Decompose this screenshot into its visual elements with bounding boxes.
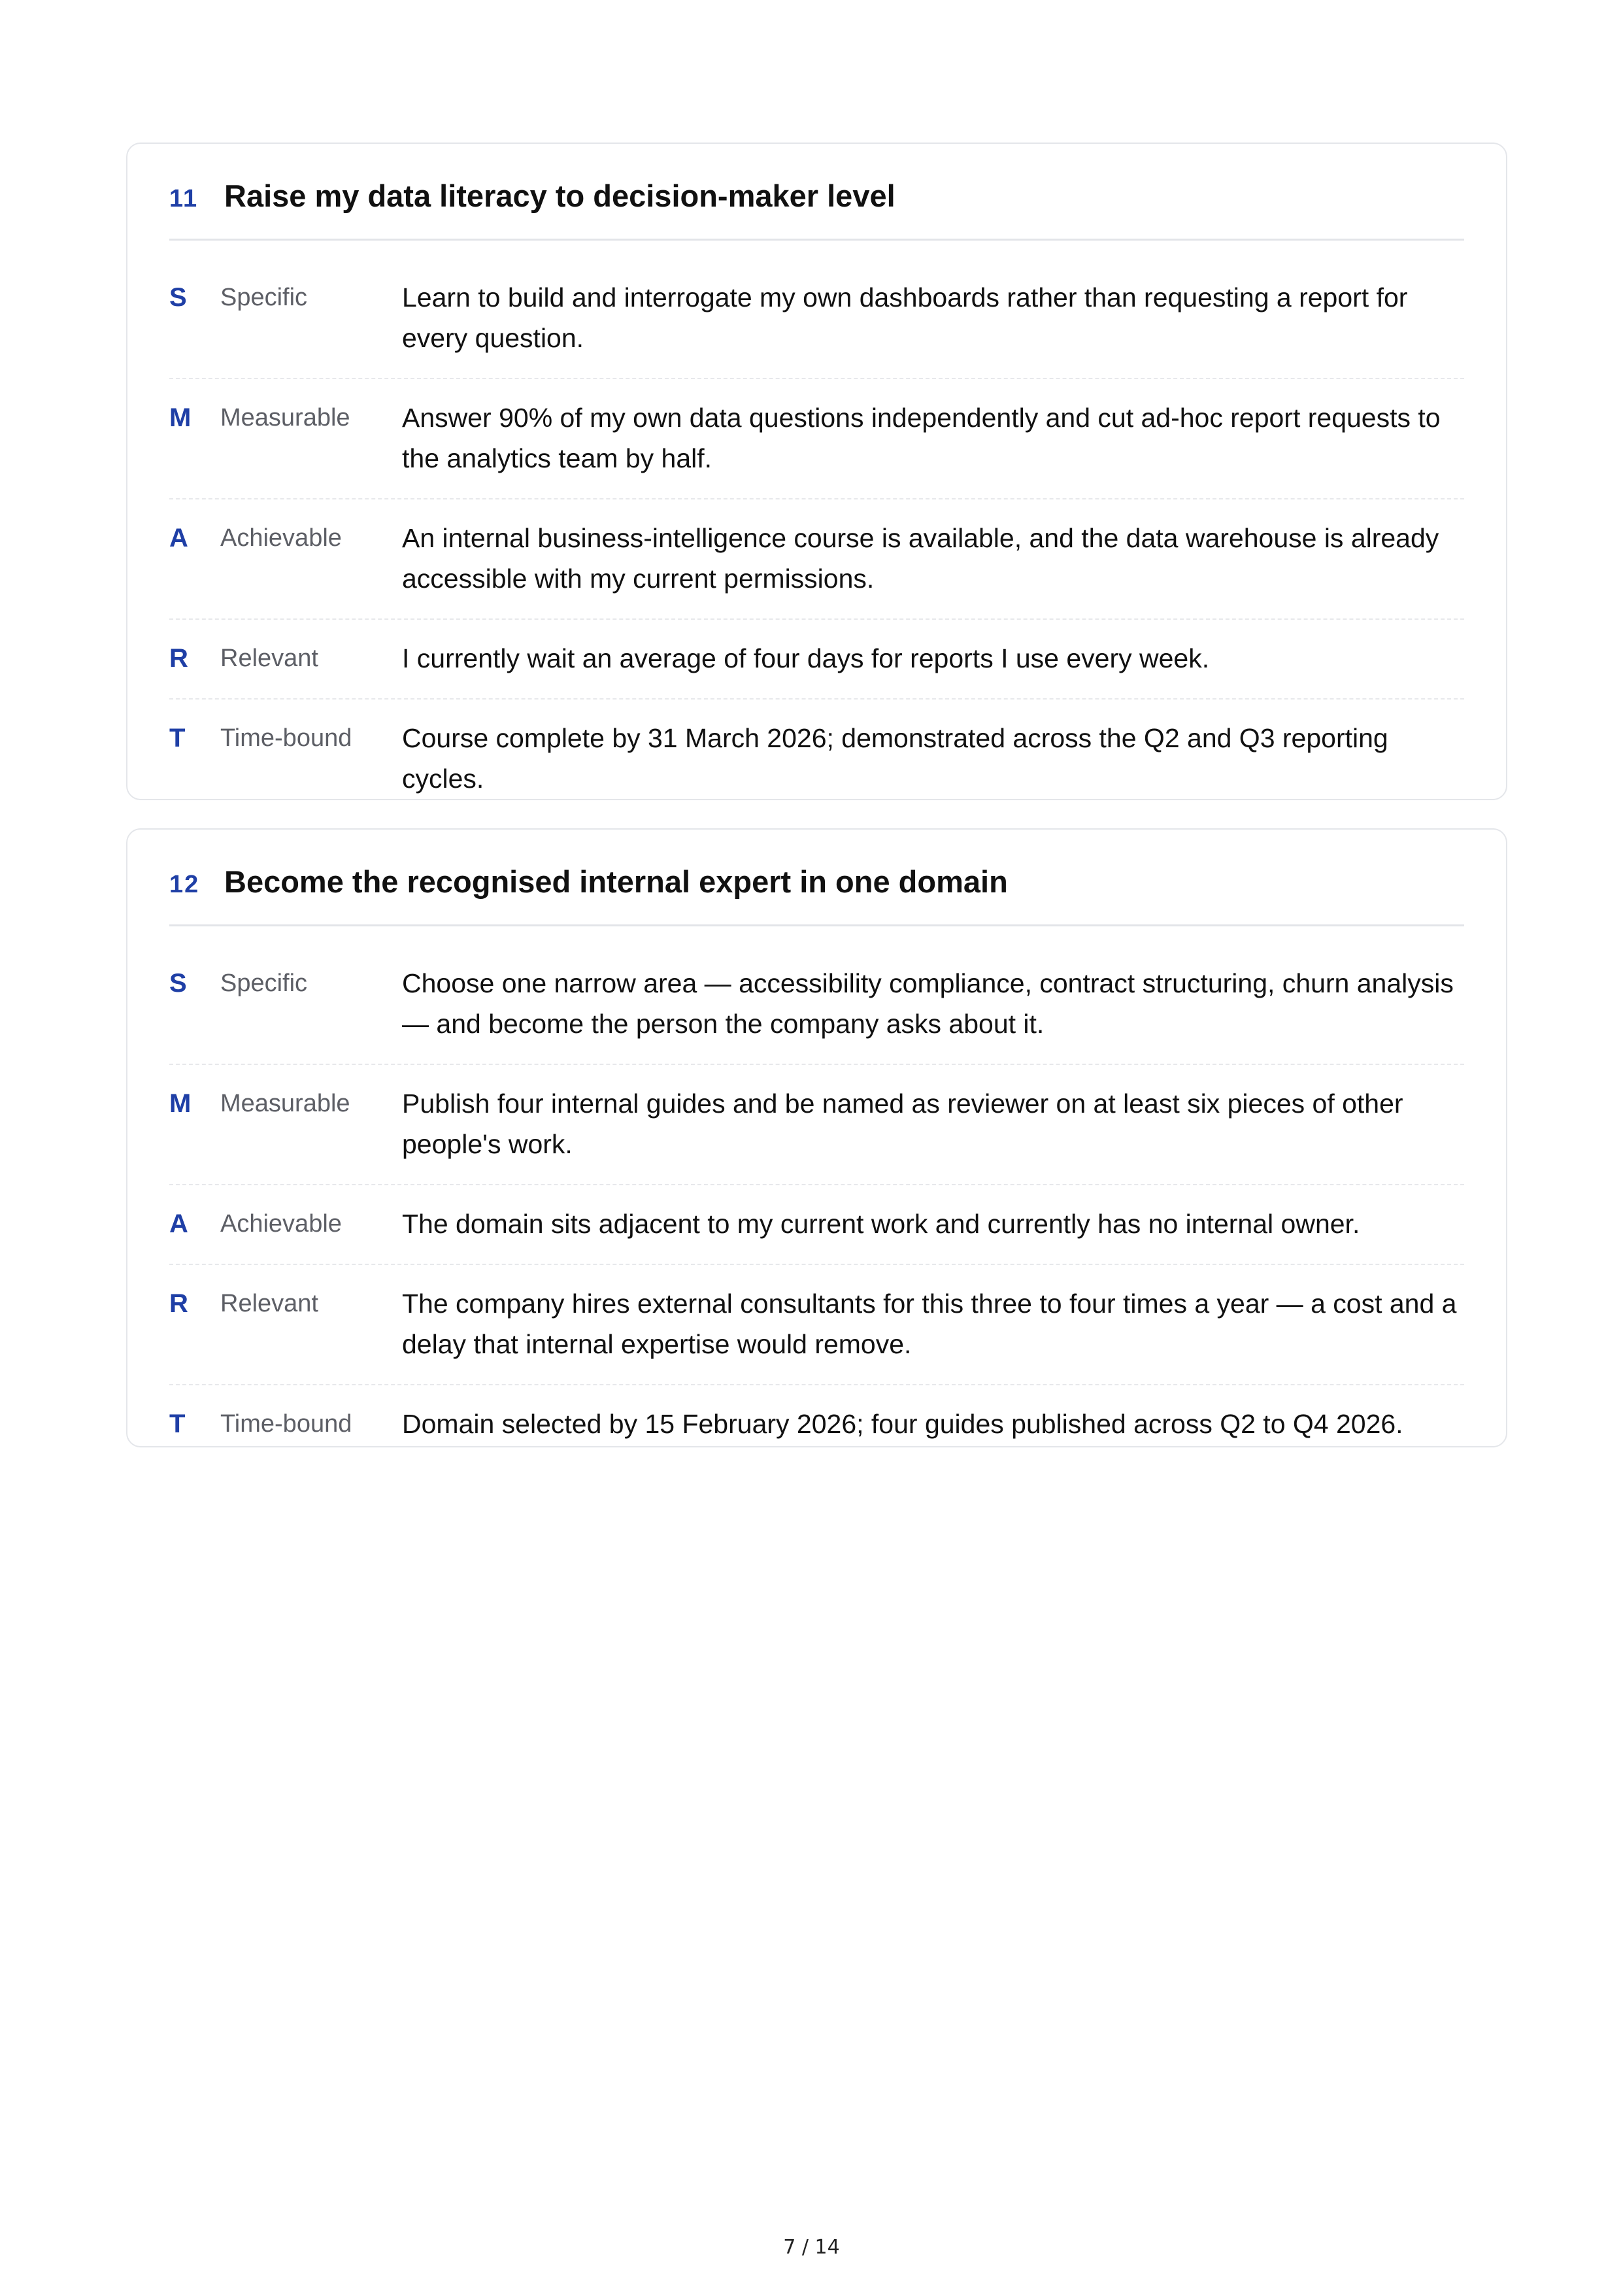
smart-letter: R [169, 1289, 188, 1318]
goal-header [169, 178, 1464, 241]
smart-label: Relevant [220, 645, 318, 672]
goal-title: Raise my data literacy to decision-maker level [224, 178, 895, 213]
smart-letter: A [169, 1209, 188, 1238]
smart-row-achievable [169, 499, 1464, 620]
smart-label: Achievable [220, 1210, 342, 1238]
page-number: 7 / 14 [783, 2236, 840, 2259]
smart-text: Course complete by 31 March 2026; demonstrated across the Q2 and Q3 reporting cycles. [402, 723, 1388, 794]
smart-letter: T [169, 1410, 186, 1438]
smart-label: Measurable [220, 1090, 350, 1117]
smart-row-achievable [169, 1185, 1464, 1265]
goal-number: 11 [169, 185, 199, 212]
smart-letter: R [169, 644, 188, 673]
smart-letter: S [169, 283, 187, 312]
smart-letter: M [169, 1089, 192, 1118]
goal-number: 12 [169, 871, 200, 898]
smart-label: Specific [220, 970, 308, 997]
goal-card [126, 828, 1507, 1447]
goal-header [169, 864, 1464, 926]
smart-label: Time-bound [220, 724, 352, 752]
smart-letter: S [169, 969, 187, 998]
smart-row-time-bound [169, 1385, 1464, 1464]
smart-row-measurable [169, 1065, 1464, 1185]
smart-text: Choose one narrow area — accessibility compliance, contract structuring, churn analysis — and become the person the company asks about it. [402, 968, 1454, 1039]
smart-text: An internal business-intelligence course is available, and the data warehouse is already accessible with my current permissions. [402, 523, 1439, 594]
smart-row-specific [169, 259, 1464, 379]
smart-label: Measurable [220, 404, 350, 431]
smart-row-measurable [169, 379, 1464, 499]
smart-text: The company hires external consultants for this three to four times a year — a cost and a delay that internal expertise would remove. [402, 1289, 1457, 1359]
smart-row-relevant [169, 620, 1464, 700]
smart-row-time-bound [169, 700, 1464, 819]
smart-row-specific [169, 945, 1464, 1065]
smart-letter: M [169, 403, 192, 432]
smart-letter: T [169, 724, 186, 752]
smart-text: I currently wait an average of four days for reports I use every week. [402, 643, 1210, 673]
smart-text: Domain selected by 15 February 2026; four guides published across Q2 to Q4 2026. [402, 1409, 1403, 1439]
smart-letter: A [169, 524, 188, 552]
smart-row-relevant [169, 1265, 1464, 1385]
smart-label: Specific [220, 284, 308, 311]
smart-text: Learn to build and interrogate my own dashboards rather than requesting a report for every question. [402, 282, 1408, 353]
smart-text: Answer 90% of my own data questions independently and cut ad-hoc report requests to the analytics team by half. [402, 403, 1441, 473]
smart-label: Relevant [220, 1290, 318, 1317]
smart-label: Achievable [220, 524, 342, 552]
smart-text: Publish four internal guides and be named as reviewer on at least six pieces of other people's work. [402, 1089, 1403, 1159]
goal-title: Become the recognised internal expert in one domain [224, 864, 1008, 899]
smart-label: Time-bound [220, 1410, 352, 1438]
goal-card [126, 143, 1507, 800]
smart-text: The domain sits adjacent to my current work and currently has no internal owner. [402, 1209, 1360, 1239]
